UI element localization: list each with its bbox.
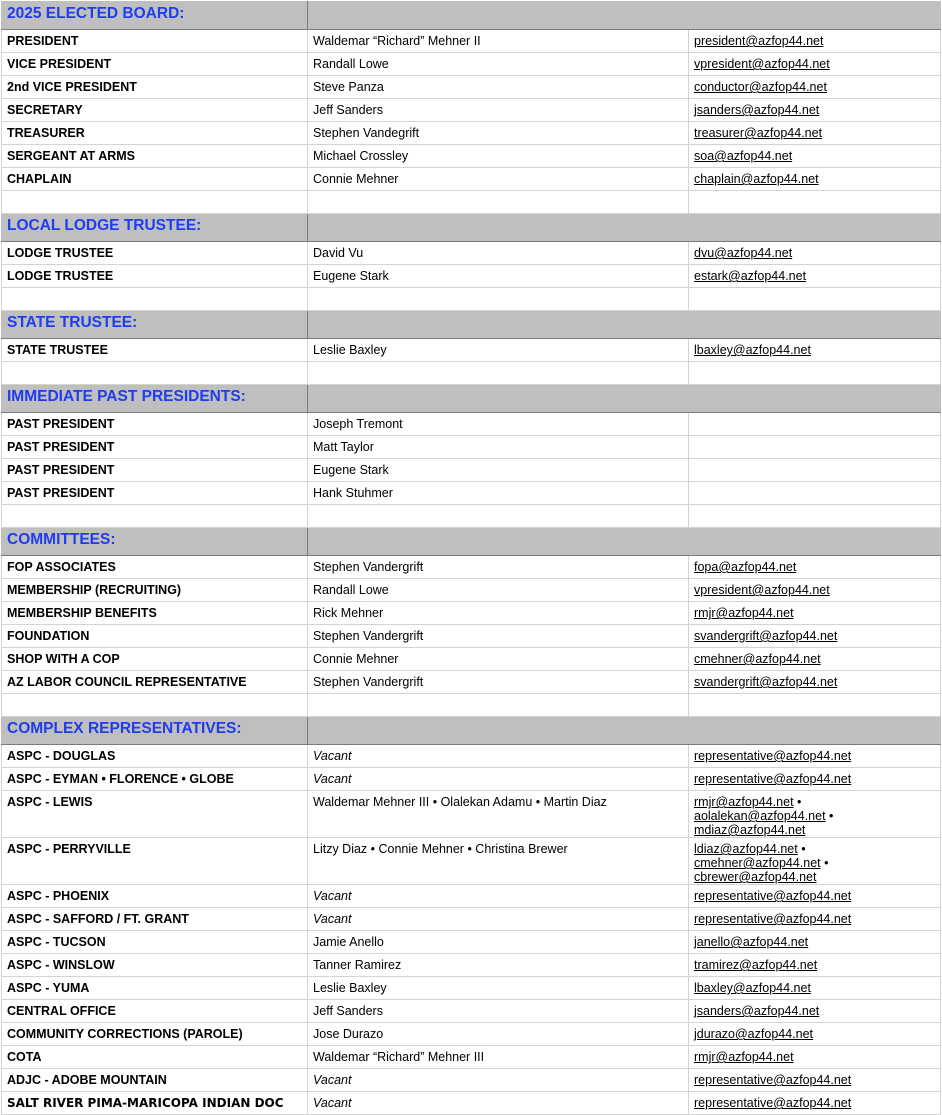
table-row xyxy=(2,954,941,977)
name-cell: Vacant xyxy=(308,745,689,768)
name-cell: Joseph Tremont xyxy=(308,413,689,436)
email-link[interactable]: jsanders@azfop44.net xyxy=(694,1004,820,1018)
email-cell xyxy=(689,265,941,288)
email-cell xyxy=(689,602,941,625)
email-link[interactable]: lbaxley@azfop44.net xyxy=(694,343,811,357)
email-cell xyxy=(689,579,941,602)
role-cell: CHAPLAIN xyxy=(2,168,308,191)
table-row xyxy=(2,671,941,694)
email-link[interactable]: estark@azfop44.net xyxy=(694,269,807,283)
email-link[interactable]: representative@azfop44.net xyxy=(694,912,852,926)
email-link[interactable]: janello@azfop44.net xyxy=(694,935,809,949)
name-cell: Waldemar “Richard” Mehner III xyxy=(308,1046,689,1069)
bullet-separator: • xyxy=(797,842,806,856)
name-cell: Vacant xyxy=(308,1092,689,1115)
table-row xyxy=(2,1092,941,1115)
section-title: STATE TRUSTEE: xyxy=(2,311,308,339)
email-link[interactable]: lbaxley@azfop44.net xyxy=(694,981,811,995)
table-row xyxy=(2,1000,941,1023)
role-cell: LODGE TRUSTEE xyxy=(2,265,308,288)
board-directory-table xyxy=(1,1,941,1115)
table-row xyxy=(2,339,941,362)
section-header-fill xyxy=(308,214,941,242)
email-cell xyxy=(689,885,941,908)
table-row xyxy=(2,99,941,122)
section-header xyxy=(2,717,941,745)
role-cell: SECRETARY xyxy=(2,99,308,122)
email-cell xyxy=(689,1069,941,1092)
email-cell xyxy=(689,745,941,768)
email-link[interactable]: cbrewer@azfop44.net xyxy=(694,870,817,884)
table-row xyxy=(2,768,941,791)
role-cell: PAST PRESIDENT xyxy=(2,482,308,505)
name-cell: Vacant xyxy=(308,1069,689,1092)
bullet-separator: • xyxy=(793,795,802,809)
section-header xyxy=(2,214,941,242)
name-cell: Jamie Anello xyxy=(308,931,689,954)
role-cell: FOP ASSOCIATES xyxy=(2,556,308,579)
table-row xyxy=(2,76,941,99)
name-cell: Rick Mehner xyxy=(308,602,689,625)
email-link[interactable]: cmehner@azfop44.net xyxy=(694,652,821,666)
email-cell xyxy=(689,1046,941,1069)
email-link[interactable]: ldiaz@azfop44.net xyxy=(694,842,798,856)
table-row xyxy=(2,791,941,838)
empty-cell xyxy=(689,505,941,528)
email-link[interactable]: president@azfop44.net xyxy=(694,34,824,48)
email-cell xyxy=(689,168,941,191)
table-row xyxy=(2,838,941,885)
name-cell: Tanner Ramirez xyxy=(308,954,689,977)
name-cell: Stephen Vandergrift xyxy=(308,625,689,648)
role-cell: COTA xyxy=(2,1046,308,1069)
email-link[interactable]: mdiaz@azfop44.net xyxy=(694,823,806,837)
name-cell: Jose Durazo xyxy=(308,1023,689,1046)
spacer-row xyxy=(2,191,941,214)
name-cell: Leslie Baxley xyxy=(308,977,689,1000)
role-cell: ASPC - DOUGLAS xyxy=(2,745,308,768)
email-link[interactable]: chaplain@azfop44.net xyxy=(694,172,819,186)
name-cell: Jeff Sanders xyxy=(308,1000,689,1023)
table-row xyxy=(2,242,941,265)
table-row xyxy=(2,1023,941,1046)
email-cell xyxy=(689,954,941,977)
table-row xyxy=(2,436,941,459)
role-cell: SHOP WITH A COP xyxy=(2,648,308,671)
email-cell xyxy=(689,1023,941,1046)
name-cell: Hank Stuhmer xyxy=(308,482,689,505)
email-cell xyxy=(689,908,941,931)
spacer-row xyxy=(2,362,941,385)
table-row xyxy=(2,265,941,288)
section-header-fill xyxy=(308,385,941,413)
role-cell: CENTRAL OFFICE xyxy=(2,1000,308,1023)
name-cell: Vacant xyxy=(308,768,689,791)
section-title: LOCAL LODGE TRUSTEE: xyxy=(2,214,308,242)
email-cell xyxy=(689,625,941,648)
name-cell: Vacant xyxy=(308,885,689,908)
role-cell: PAST PRESIDENT xyxy=(2,413,308,436)
email-link[interactable]: fopa@azfop44.net xyxy=(694,560,797,574)
role-cell: ASPC - PERRYVILLE xyxy=(2,838,308,885)
table-row xyxy=(2,648,941,671)
name-cell: Michael Crossley xyxy=(308,145,689,168)
empty-cell xyxy=(2,288,308,311)
table-row xyxy=(2,579,941,602)
table-row xyxy=(2,908,941,931)
role-cell: ASPC - LEWIS xyxy=(2,791,308,838)
email-cell xyxy=(689,648,941,671)
name-cell: Litzy Diaz • Connie Mehner • Christina Brewer xyxy=(308,838,689,885)
empty-cell xyxy=(308,362,689,385)
role-cell: AZ LABOR COUNCIL REPRESENTATIVE xyxy=(2,671,308,694)
email-link[interactable]: aolalekan@azfop44.net xyxy=(694,809,826,823)
email-cell xyxy=(689,482,941,505)
role-cell: LODGE TRUSTEE xyxy=(2,242,308,265)
role-cell: MEMBERSHIP BENEFITS xyxy=(2,602,308,625)
email-link[interactable]: vpresident@azfop44.net xyxy=(694,583,830,597)
table-row xyxy=(2,885,941,908)
section-title: COMPLEX REPRESENTATIVES: xyxy=(2,717,308,745)
section-header-fill xyxy=(308,528,941,556)
table-row xyxy=(2,1046,941,1069)
email-link[interactable]: svandergrift@azfop44.net xyxy=(694,629,838,643)
role-cell: ASPC - SAFFORD / FT. GRANT xyxy=(2,908,308,931)
spacer-row xyxy=(2,505,941,528)
email-link[interactable]: representative@azfop44.net xyxy=(694,1073,852,1087)
section-header xyxy=(2,311,941,339)
empty-cell xyxy=(689,362,941,385)
email-link[interactable]: svandergrift@azfop44.net xyxy=(694,675,838,689)
empty-cell xyxy=(2,362,308,385)
role-cell: 2nd VICE PRESIDENT xyxy=(2,76,308,99)
email-link[interactable]: rmjr@azfop44.net xyxy=(694,795,794,809)
name-cell: Matt Taylor xyxy=(308,436,689,459)
section-title: IMMEDIATE PAST PRESIDENTS: xyxy=(2,385,308,413)
name-cell: Stephen Vandergrift xyxy=(308,671,689,694)
section-header-fill xyxy=(308,717,941,745)
table-row xyxy=(2,145,941,168)
email-cell xyxy=(689,145,941,168)
table-row xyxy=(2,1069,941,1092)
table-row xyxy=(2,122,941,145)
table-row xyxy=(2,602,941,625)
role-cell: SALT RIVER PIMA-MARICOPA INDIAN DOC xyxy=(2,1092,308,1115)
email-cell xyxy=(689,1092,941,1115)
email-cell xyxy=(689,413,941,436)
spacer-row xyxy=(2,288,941,311)
role-cell: PRESIDENT xyxy=(2,30,308,53)
email-cell xyxy=(689,99,941,122)
email-cell xyxy=(689,122,941,145)
name-cell: Leslie Baxley xyxy=(308,339,689,362)
name-cell: Stephen Vandergrift xyxy=(308,556,689,579)
email-link[interactable]: rmjr@azfop44.net xyxy=(694,1050,794,1064)
role-cell: TREASURER xyxy=(2,122,308,145)
role-cell: COMMUNITY CORRECTIONS (PAROLE) xyxy=(2,1023,308,1046)
section-header xyxy=(2,528,941,556)
table-row xyxy=(2,30,941,53)
email-cell xyxy=(689,242,941,265)
email-cell xyxy=(689,931,941,954)
email-cell xyxy=(689,791,941,838)
email-link[interactable]: rmjr@azfop44.net xyxy=(694,606,794,620)
role-cell: FOUNDATION xyxy=(2,625,308,648)
name-cell: Stephen Vandegrift xyxy=(308,122,689,145)
role-cell: VICE PRESIDENT xyxy=(2,53,308,76)
email-cell xyxy=(689,838,941,885)
table-row xyxy=(2,931,941,954)
section-header xyxy=(2,385,941,413)
role-cell: SERGEANT AT ARMS xyxy=(2,145,308,168)
name-cell: Connie Mehner xyxy=(308,168,689,191)
table-row xyxy=(2,482,941,505)
email-cell xyxy=(689,30,941,53)
empty-cell xyxy=(689,191,941,214)
spacer-row xyxy=(2,694,941,717)
table-row xyxy=(2,745,941,768)
name-cell: Steve Panza xyxy=(308,76,689,99)
table-row xyxy=(2,459,941,482)
name-cell: Eugene Stark xyxy=(308,265,689,288)
email-cell xyxy=(689,459,941,482)
email-link[interactable]: representative@azfop44.net xyxy=(694,749,852,763)
role-cell: PAST PRESIDENT xyxy=(2,459,308,482)
email-cell xyxy=(689,1000,941,1023)
empty-cell xyxy=(308,505,689,528)
email-link[interactable]: vpresident@azfop44.net xyxy=(694,57,830,71)
table-row xyxy=(2,556,941,579)
name-cell: Eugene Stark xyxy=(308,459,689,482)
email-link[interactable]: jdurazo@azfop44.net xyxy=(694,1027,814,1041)
empty-cell xyxy=(689,288,941,311)
name-cell: Randall Lowe xyxy=(308,579,689,602)
section-header xyxy=(2,2,941,30)
email-link[interactable]: representative@azfop44.net xyxy=(694,1096,852,1110)
email-cell xyxy=(689,436,941,459)
table-row xyxy=(2,625,941,648)
section-title: COMMITTEES: xyxy=(2,528,308,556)
table-row xyxy=(2,53,941,76)
role-cell: MEMBERSHIP (RECRUITING) xyxy=(2,579,308,602)
role-cell: ASPC - TUCSON xyxy=(2,931,308,954)
name-cell: Connie Mehner xyxy=(308,648,689,671)
role-cell: ASPC - EYMAN • FLORENCE • GLOBE xyxy=(2,768,308,791)
table-row xyxy=(2,413,941,436)
role-cell: ASPC - YUMA xyxy=(2,977,308,1000)
section-title: 2025 ELECTED BOARD: xyxy=(2,2,308,30)
email-link[interactable]: soa@azfop44.net xyxy=(694,149,793,163)
email-link[interactable]: jsanders@azfop44.net xyxy=(694,103,820,117)
email-link[interactable]: conductor@azfop44.net xyxy=(694,80,827,94)
empty-cell xyxy=(308,288,689,311)
empty-cell xyxy=(2,191,308,214)
role-cell: PAST PRESIDENT xyxy=(2,436,308,459)
empty-cell xyxy=(689,694,941,717)
bullet-separator: • xyxy=(820,856,829,870)
name-cell: Vacant xyxy=(308,908,689,931)
email-link[interactable]: representative@azfop44.net xyxy=(694,889,852,903)
email-cell xyxy=(689,53,941,76)
email-cell xyxy=(689,339,941,362)
name-cell: Waldemar “Richard” Mehner II xyxy=(308,30,689,53)
email-cell xyxy=(689,768,941,791)
empty-cell xyxy=(308,694,689,717)
empty-cell xyxy=(2,694,308,717)
email-link[interactable]: dvu@azfop44.net xyxy=(694,246,793,260)
email-cell xyxy=(689,671,941,694)
empty-cell xyxy=(308,191,689,214)
name-cell: Randall Lowe xyxy=(308,53,689,76)
email-cell xyxy=(689,977,941,1000)
email-cell xyxy=(689,556,941,579)
table-row xyxy=(2,168,941,191)
empty-cell xyxy=(2,505,308,528)
section-header-fill xyxy=(308,2,941,30)
table-row xyxy=(2,977,941,1000)
section-header-fill xyxy=(308,311,941,339)
board-directory-body xyxy=(2,2,941,1115)
email-link[interactable]: cmehner@azfop44.net xyxy=(694,856,821,870)
role-cell: ADJC - ADOBE MOUNTAIN xyxy=(2,1069,308,1092)
name-cell: Waldemar Mehner III • Olalekan Adamu • Martin Diaz xyxy=(308,791,689,838)
email-link[interactable]: treasurer@azfop44.net xyxy=(694,126,823,140)
role-cell: STATE TRUSTEE xyxy=(2,339,308,362)
email-link[interactable]: representative@azfop44.net xyxy=(694,772,852,786)
name-cell: David Vu xyxy=(308,242,689,265)
email-link[interactable]: tramirez@azfop44.net xyxy=(694,958,818,972)
role-cell: ASPC - WINSLOW xyxy=(2,954,308,977)
bullet-separator: • xyxy=(825,809,834,823)
name-cell: Jeff Sanders xyxy=(308,99,689,122)
role-cell: ASPC - PHOENIX xyxy=(2,885,308,908)
email-cell xyxy=(689,76,941,99)
